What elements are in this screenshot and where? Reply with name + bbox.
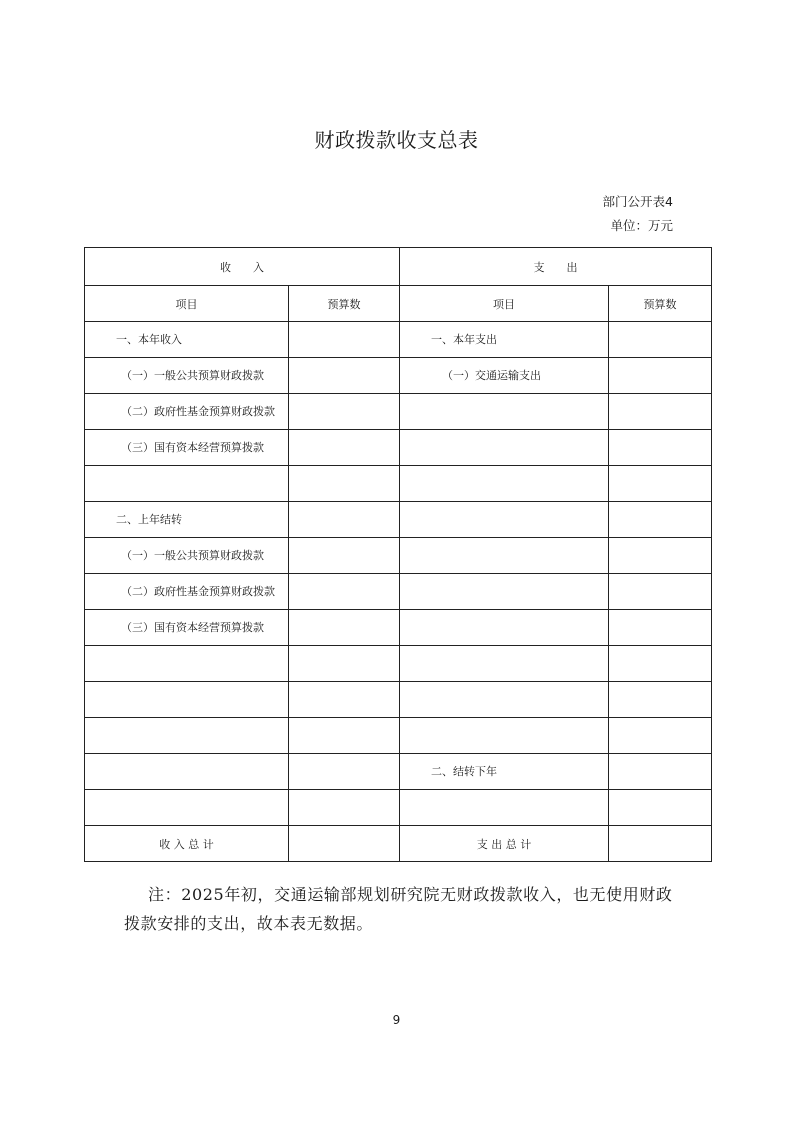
budget-cell bbox=[609, 682, 712, 718]
budget-cell bbox=[289, 430, 400, 466]
budget-cell bbox=[289, 322, 400, 358]
budget-cell bbox=[289, 718, 400, 754]
row-label bbox=[400, 718, 608, 727]
budget-cell bbox=[289, 754, 400, 790]
row-label bbox=[400, 610, 608, 619]
row-label: （二）政府性基金预算财政拨款 bbox=[121, 585, 275, 598]
budget-cell bbox=[289, 394, 400, 430]
table-row bbox=[85, 646, 712, 682]
budget-cell bbox=[609, 466, 712, 502]
table-row bbox=[85, 790, 712, 826]
table-row bbox=[85, 430, 712, 466]
unit-label: 单位：万元 bbox=[610, 218, 673, 233]
budget-cell bbox=[289, 790, 400, 826]
row-label bbox=[85, 466, 288, 475]
table-row bbox=[85, 358, 712, 394]
budget-cell bbox=[289, 610, 400, 646]
budget-cell bbox=[609, 754, 712, 790]
table-row bbox=[85, 610, 712, 646]
budget-cell bbox=[609, 610, 712, 646]
row-label: 一、本年支出 bbox=[431, 333, 497, 346]
budget-cell bbox=[609, 718, 712, 754]
budget-cell bbox=[609, 502, 712, 538]
row-label bbox=[400, 466, 608, 475]
row-label bbox=[85, 754, 288, 763]
table-row bbox=[85, 502, 712, 538]
row-label: （一）交通运输支出 bbox=[442, 369, 541, 382]
row-label: （三）国有资本经营预算拨款 bbox=[121, 441, 264, 454]
budget-cell bbox=[289, 502, 400, 538]
row-label bbox=[400, 574, 608, 583]
row-label bbox=[85, 646, 288, 655]
row-label: （一）一般公共预算财政拨款 bbox=[121, 549, 264, 562]
expense-total-value bbox=[609, 826, 712, 862]
table-row bbox=[85, 394, 712, 430]
budget-cell bbox=[289, 466, 400, 502]
row-label: 二、上年结转 bbox=[116, 513, 182, 526]
row-label bbox=[85, 682, 288, 691]
budget-cell bbox=[609, 574, 712, 610]
budget-cell bbox=[289, 358, 400, 394]
budget-cell bbox=[609, 394, 712, 430]
income-section-header: 收 入 bbox=[85, 248, 400, 286]
table-row bbox=[85, 574, 712, 610]
column-header-budget-right: 预算数 bbox=[609, 286, 712, 322]
row-label: 一、本年收入 bbox=[116, 333, 182, 346]
budget-cell bbox=[289, 538, 400, 574]
table-number: 部门公开表4 bbox=[602, 194, 673, 209]
income-total-value bbox=[289, 826, 400, 862]
row-label bbox=[400, 790, 608, 799]
budget-summary-table bbox=[84, 247, 712, 862]
page-title: 财政拨款收支总表 bbox=[314, 128, 479, 152]
budget-cell bbox=[609, 538, 712, 574]
column-header-item: 项目 bbox=[85, 286, 289, 322]
row-label bbox=[400, 646, 608, 655]
row-label bbox=[85, 790, 288, 799]
row-label bbox=[85, 718, 288, 727]
table-row bbox=[85, 322, 712, 358]
section-header-row bbox=[85, 248, 712, 286]
row-label: （二）政府性基金预算财政拨款 bbox=[121, 405, 275, 418]
total-row bbox=[85, 826, 712, 862]
row-label: （一）一般公共预算财政拨款 bbox=[121, 369, 264, 382]
row-label bbox=[400, 682, 608, 691]
row-label bbox=[400, 394, 608, 403]
budget-cell bbox=[609, 358, 712, 394]
budget-cell bbox=[289, 574, 400, 610]
budget-cell bbox=[289, 682, 400, 718]
column-header-budget: 预算数 bbox=[289, 286, 400, 322]
row-label: （三）国有资本经营预算拨款 bbox=[121, 621, 264, 634]
column-header-row bbox=[85, 286, 712, 322]
column-header-item-right: 项目 bbox=[400, 286, 609, 322]
budget-cell bbox=[609, 430, 712, 466]
expense-total-label: 支 出 总 计 bbox=[400, 826, 609, 862]
budget-cell bbox=[289, 646, 400, 682]
row-label: 二、结转下年 bbox=[431, 765, 497, 778]
expense-section-header: 支 出 bbox=[400, 248, 712, 286]
row-label bbox=[400, 430, 608, 439]
income-total-label: 收 入 总 计 bbox=[85, 826, 289, 862]
budget-cell bbox=[609, 790, 712, 826]
table-row bbox=[85, 682, 712, 718]
table-row bbox=[85, 466, 712, 502]
footnote: 注：2025年初，交通运输部规划研究院无财政拨款收入，也无使用财政拨款安排的支出，故本表无数据。 bbox=[124, 885, 673, 933]
budget-cell bbox=[609, 646, 712, 682]
table-row bbox=[85, 718, 712, 754]
row-label bbox=[400, 538, 608, 547]
row-label bbox=[400, 502, 608, 511]
page-number: 9 bbox=[392, 1013, 401, 1027]
table-row bbox=[85, 538, 712, 574]
budget-cell bbox=[609, 322, 712, 358]
table-row bbox=[85, 754, 712, 790]
